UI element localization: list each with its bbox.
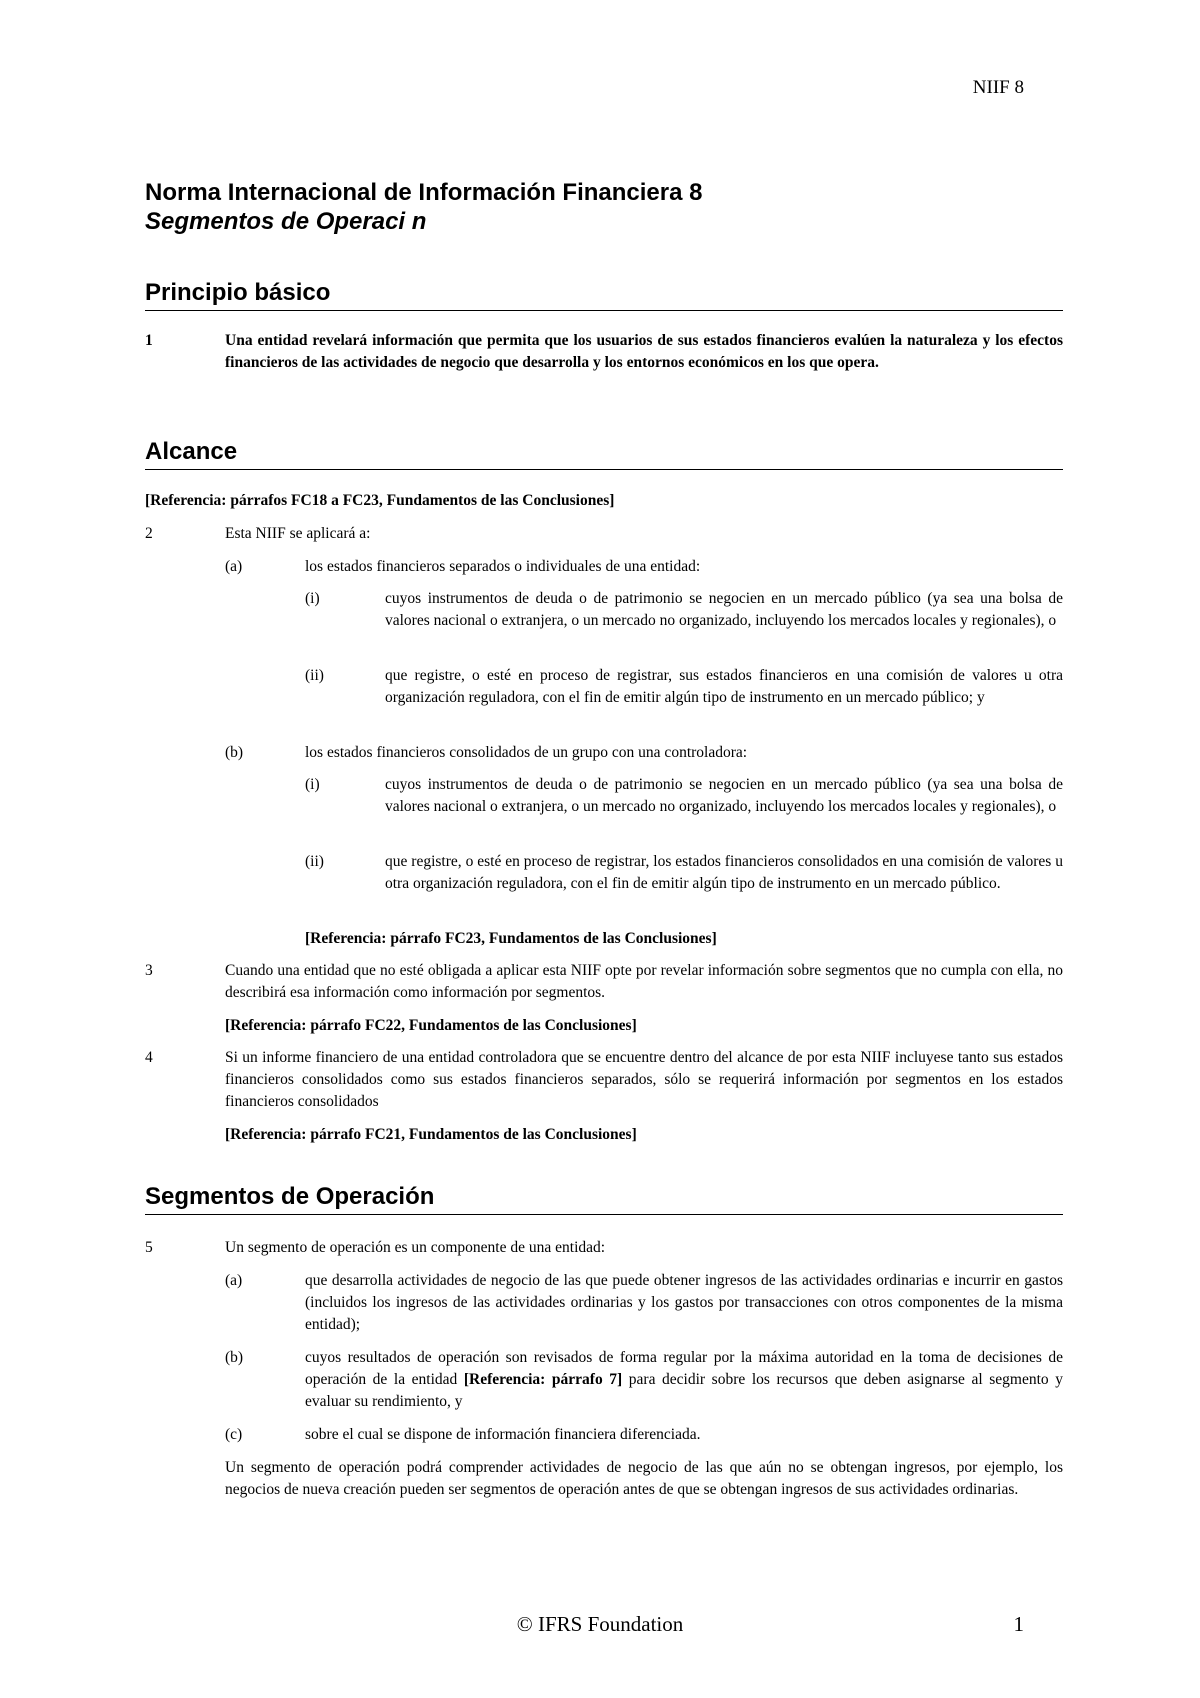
heading-principio-basico: Principio básico <box>145 278 1063 311</box>
heading-alcance: Alcance <box>145 437 1063 470</box>
paragraph-number-2: 2 <box>145 525 153 542</box>
item-5b-label: (b) <box>225 1349 244 1366</box>
item-5c-text: sobre el cual se dispone de información financiera diferenciada. <box>305 1426 701 1443</box>
item-b-text: los estados financieros consolidados de un grupo con una controladora: <box>305 744 748 761</box>
reference-paragraph-4: [Referencia: párrafo FC21, Fundamentos de las Conclusiones] <box>225 1126 637 1143</box>
heading-segmentos-de-operacion: Segmentos de Operación <box>145 1182 1063 1215</box>
reference-alcance: [Referencia: párrafos FC18 a FC23, Fundamentos de las Conclusiones] <box>145 492 615 509</box>
reference-paragraph-3: [Referencia: párrafo FC22, Fundamentos de las Conclusiones] <box>225 1017 637 1034</box>
paragraph-5: Un segmento de operación es un componente de una entidad: <box>225 1239 606 1256</box>
item-a-ii-label: (ii) <box>305 667 324 684</box>
title-subtitle: Segmentos de Operaci n <box>145 208 427 235</box>
title-main: Norma Internacional de Información Financiera 8 <box>145 179 703 206</box>
paragraph-2: Esta NIIF se aplicará a: <box>225 525 371 542</box>
item-5b-text-part2: para decidir sobre los recursos que deben asignarse al segmento y evaluar su rendimiento, y <box>305 1371 1064 1410</box>
paragraph-number-4: 4 <box>145 1049 153 1066</box>
reference-item-b: [Referencia: párrafo FC23, Fundamentos de las Conclusiones] <box>305 930 717 947</box>
item-b-i-label: (i) <box>305 776 320 793</box>
paragraph-3: Cuando una entidad que no esté obligada a aplicar esta NIIF opte por revelar información sobre segmentos que no cumpla con ella, no describirá esa información como información por segmentos. <box>225 962 1063 1001</box>
item-b-i-text: cuyos instrumentos de deuda o de patrimonio se negocien en un mercado público (ya sea una bolsa de valores nacional o extranjera, o un mercado no organizado, incluyendo los mercados locales y regionales), o <box>385 776 1063 815</box>
item-5c-label: (c) <box>225 1426 243 1443</box>
item-5a-label: (a) <box>225 1272 243 1289</box>
item-a-text: los estados financieros separados o individuales de una entidad: <box>305 558 701 575</box>
paragraph-4: Si un informe financiero de una entidad controladora que se encuentre dentro del alcance de por esta NIIF incluyese tanto sus estados financieros consolidados como sus estados financieros separados, sólo se requerirá información por segmentos en los estados financieros consolidados <box>225 1049 1063 1110</box>
document-title <box>145 178 1065 236</box>
item-b-ii-label: (ii) <box>305 853 324 870</box>
paragraph-1: Una entidad revelará información que permita que los usuarios de sus estados financieros evalúen la naturaleza y los efectos financieros de las actividades de negocio que desarrolla y los entornos económicos en los que opera. <box>225 332 1063 371</box>
item-a-label: (a) <box>225 558 243 575</box>
paragraph-number-1: 1 <box>145 332 153 349</box>
paragraph-number-5: 5 <box>145 1239 153 1256</box>
item-5b-text-part1: cuyos resultados de operación son revisados de forma regular por la máxima autoridad en la toma de decisiones de operación de la entidad <box>305 1349 1063 1388</box>
item-b-label: (b) <box>225 744 244 761</box>
item-a-i-text: cuyos instrumentos de deuda o de patrimonio se negocien en un mercado público (ya sea una bolsa de valores nacional o extranjera, o un mercado no organizado, incluyendo los mercados locales y regionales), o <box>385 590 1063 629</box>
item-b-ii-text: que registre, o esté en proceso de registrar, los estados financieros consolidados en una comisión de valores u otra organización reguladora, con el fin de emitir algún tipo de instrumento en un mercado público. <box>385 853 1063 892</box>
paragraph-5-closing: Un segmento de operación podrá comprender actividades de negocio de las que aún no se obtengan ingresos, por ejemplo, los negocios de nueva creación pueden ser segmentos de operación antes de que se obtengan ingresos de sus actividades ordinarias. <box>225 1459 1063 1498</box>
footer-copyright: © IFRS Foundation <box>516 1612 684 1636</box>
item-5b-reference: [Referencia: párrafo 7] <box>463 1371 623 1388</box>
item-a-ii-text: que registre, o esté en proceso de registrar, sus estados financieros en una comisión de valores u otra organización reguladora, con el fin de emitir algún tipo de instrumento en un mercado público; y <box>385 667 1063 706</box>
item-5b-text <box>305 1347 1063 1413</box>
item-a-i-label: (i) <box>305 590 320 607</box>
item-5a-text: que desarrolla actividades de negocio de las que puede obtener ingresos de las actividades ordinarias e incurrir en gastos (incluidos los ingresos de las actividades ordinarias y los gastos por transacciones con otros componentes de la misma entidad); <box>305 1272 1063 1333</box>
paragraph-number-3: 3 <box>145 962 153 979</box>
footer-page-number: 1 <box>1013 1612 1024 1636</box>
header-standard-code: NIIF 8 <box>972 77 1024 98</box>
